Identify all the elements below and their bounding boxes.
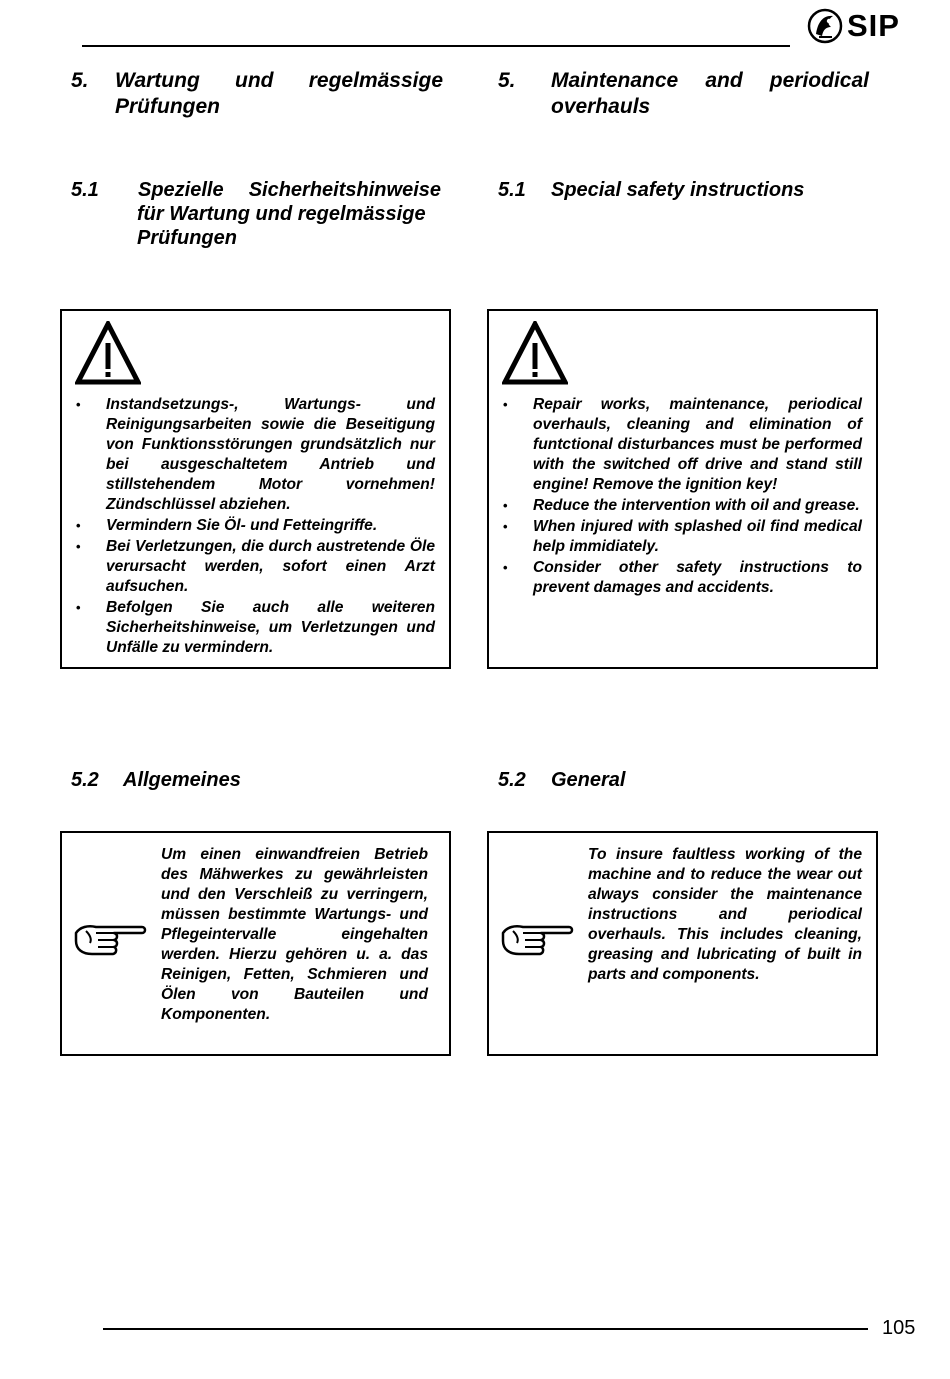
bullet-icon: • (76, 539, 81, 554)
section-number: 5.1 (71, 179, 99, 201)
footer-rule (103, 1328, 868, 1330)
safety-item-text: Repair works, maintenance, periodical overhauls, cleaning and elimination of funtctional disturbances must be performed with the switched off drive and stand still engine! Remove the ignition key! (533, 396, 862, 493)
section-title-line: Prüfungen (115, 95, 220, 118)
safety-item-text: Vermindern Sie Öl- und Fetteingriffe. (106, 517, 378, 534)
safety-item-text: Bei Verletzungen, die durch austretende Öle verursacht werden, sofort einen Arzt aufsuchen. (106, 538, 435, 595)
section-title-line: Prüfungen (137, 227, 237, 249)
section-5-2-heading-en (498, 768, 870, 794)
section-title-line: für Wartung und regelmässige (137, 203, 426, 225)
section-title: Allgemeines (123, 769, 241, 791)
bullet-icon: • (503, 519, 508, 534)
general-note-text-de: Um einen einwandfreien Betrieb des Mähwerkes zu gewährleisten und den Verschleiß zu verringern, müssen bestimmte Wartungs- und Pflegeintervalle eingehalten werden. Hierzu gehören u. a. das Reinigen, Fetten, Schmieren und Ölen von Bauteilen und Komponenten. (161, 846, 428, 1023)
safety-item-text: When injured with splashed oil find medical help immidiately. (533, 518, 862, 555)
warning-triangle-icon (75, 321, 141, 385)
section-5-1-heading-de (71, 178, 443, 254)
safety-list-item (503, 558, 862, 598)
safety-list-en (503, 395, 862, 599)
bullet-icon: • (76, 518, 81, 533)
safety-item-text: Reduce the intervention with oil and grease. (533, 497, 860, 514)
logo-emblem-icon (807, 7, 843, 45)
section-title: Special safety instructions (551, 179, 805, 201)
safety-list-item (503, 496, 862, 516)
section-5-heading-en (498, 68, 870, 120)
safety-list-item (76, 598, 435, 658)
safety-item-text: Befolgen Sie auch alle weiteren Sicherheitshinweise, um Verletzungen und Unfälle zu vermindern. (106, 599, 435, 656)
bullet-icon: • (503, 397, 508, 412)
section-number: 5.1 (498, 179, 526, 201)
safety-item-text: Instandsetzungs-, Wartungs- und Reinigungsarbeiten sowie die Beseitigung von Funktionsstörungen grundsätzlich nur bei ausgeschaltetem Antrieb und stillstehendem Motor vornehmen! Zündschlüssel abziehen. (106, 396, 435, 513)
bullet-icon: • (76, 600, 81, 615)
section-5-heading-de (71, 68, 443, 120)
safety-list-de (76, 395, 435, 659)
header-rule (82, 45, 790, 47)
safety-list-item (503, 395, 862, 495)
general-box-de (60, 831, 451, 1056)
safety-list-item (76, 537, 435, 597)
warning-triangle-icon (502, 321, 568, 385)
safety-item-text: Consider other safety instructions to prevent damages and accidents. (533, 559, 862, 596)
bullet-icon: • (503, 498, 508, 513)
safety-list-item (76, 395, 435, 515)
logo-text: SIP (847, 8, 900, 43)
general-box-en (487, 831, 878, 1056)
section-title: General (551, 769, 626, 791)
section-title-line: Spezielle Sicherheitshinweise (138, 179, 441, 201)
safety-list-item (76, 516, 435, 536)
section-number: 5.2 (71, 769, 99, 791)
section-5-1-heading-en (498, 178, 870, 204)
section-number: 5. (498, 69, 516, 92)
section-number: 5.2 (498, 769, 526, 791)
section-title-line: Wartung und regelmässige (115, 69, 443, 92)
safety-list-item (503, 517, 862, 557)
pointing-hand-icon (499, 919, 575, 959)
section-5-2-heading-de (71, 768, 443, 794)
page-number: 105 (882, 1317, 916, 1339)
section-title-line: overhauls (551, 95, 651, 118)
safety-box-de (60, 309, 451, 669)
bullet-icon: • (503, 560, 508, 575)
general-note-text-en: To insure faultless working of the machine and to reduce the wear out always consider the maintenance instructions and periodical overhauls. This includes cleaning, greasing and lubricating of built in parts and components. (588, 846, 862, 983)
bullet-icon: • (76, 397, 81, 412)
section-title-line: Maintenance and periodical (551, 69, 869, 92)
safety-box-en (487, 309, 878, 669)
brand-logo (807, 7, 907, 47)
pointing-hand-icon (72, 919, 148, 959)
section-number: 5. (71, 69, 89, 92)
